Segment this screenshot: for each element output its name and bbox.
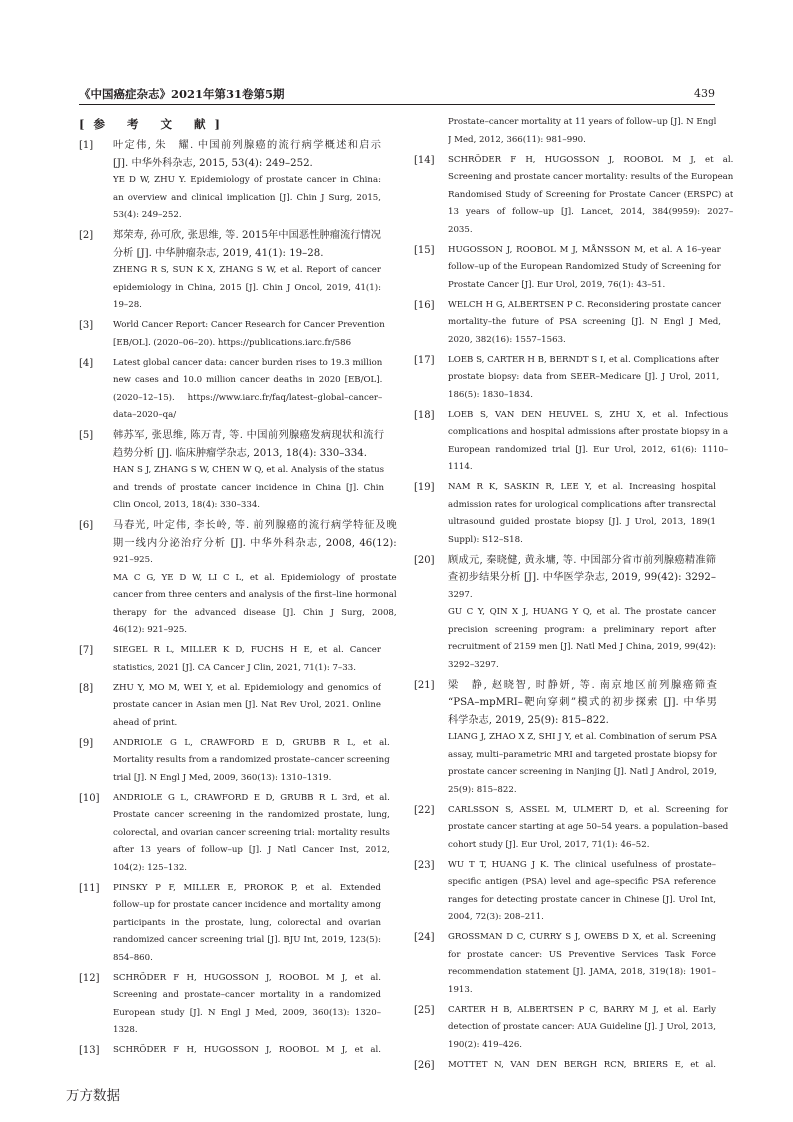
reference-item: [79, 227, 381, 315]
reference-text-line: LOEB S, CARTER H B, BERNDT S I, et al. Complications after: [448, 354, 720, 365]
reference-text-line: European randomized trial [J]. Eur Urol, 2012, 61(6): 1110–: [448, 444, 729, 455]
reference-text-line: follow–up for prostate cancer incidence and mortality among: [113, 900, 381, 910]
reference-item: [414, 929, 716, 999]
reference-item: [414, 677, 716, 800]
reference-continuation: [414, 114, 716, 149]
reference-body: [113, 680, 381, 733]
right-column: [414, 114, 734, 1077]
reference-body: [113, 1042, 381, 1060]
reference-text-line: participants in the prostate, lung, colorectal and ovarian: [113, 917, 381, 928]
reference-text-line: WU T T, HUANG J K. The clinical usefulness of prostate–: [448, 859, 716, 870]
reference-item: [414, 1057, 716, 1075]
reference-text-line: precision screening program: a preliminary report after: [448, 624, 716, 635]
reference-body: [113, 735, 390, 788]
reference-body: [448, 479, 716, 549]
reference-number: [23]: [414, 859, 435, 871]
reference-text-line: ANDRIOLE G L, CRAWFORD E D, GRUBB R L 3rd, et al.: [113, 792, 390, 803]
journal-title: 《中国癌症杂志》2021年第31卷第5期: [79, 87, 285, 101]
reference-number: [13]: [79, 1045, 100, 1056]
reference-text-line: 1328.: [113, 1025, 138, 1035]
reference-item: [79, 517, 397, 640]
reference-text-line: Screening and prostate–cancer mortality in a randomized: [113, 990, 381, 1000]
reference-body: [113, 642, 381, 677]
reference-body: [113, 970, 381, 1040]
reference-text-line: epidemiology in China, 2015 [J]. Chin J Oncol, 2019, 41(1):: [113, 282, 381, 293]
reference-body: [448, 242, 721, 295]
reference-number: [5]: [79, 430, 94, 441]
reference-text-line: LIANG J, ZHAO X Z, SHI J Y, et al. Combination of serum PSA: [448, 732, 717, 742]
reference-text-line: 3292–3297.: [448, 659, 499, 670]
reference-text-line: Prostate–cancer mortality at 11 years of follow–up [J]. N Engl: [448, 117, 716, 127]
reference-text-line: detection of prostate cancer: AUA Guideline [J]. J Urol, 2013,: [448, 1022, 716, 1032]
reference-text-line: J Med, 2012, 366(11): 981–990.: [448, 134, 586, 145]
reference-text-line: Clin Oncol, 2013, 18(4): 330–334.: [113, 500, 261, 510]
reference-number: [2]: [79, 230, 94, 241]
reference-text-line: SCHRÖDER F H, HUGOSSON J, ROOBOL M J, et al.: [448, 154, 734, 165]
reference-number: [26]: [414, 1059, 435, 1071]
reference-body: [448, 152, 733, 240]
reference-text-line: “PSA–mpMRI–靶向穿刺”模式的初步探索 [J]. 中华男: [448, 697, 717, 708]
reference-item: [79, 970, 381, 1040]
reference-text-line: HAN S J, ZHANG S W, CHEN W Q, et al. Analysis of the status: [113, 465, 385, 475]
reference-text-line: for prostate cancer: US Preventive Services Task Force: [448, 949, 716, 960]
reference-text-line: prostate cancer starting at age 50–54 years. a population–based: [448, 822, 729, 832]
reference-number: [17]: [414, 354, 435, 366]
reference-number: [1]: [79, 140, 94, 151]
reference-text-line: Randomised Study of Screening for Prostate Cancer (ERSPC) at: [448, 189, 734, 200]
reference-text-line: mortality–the future of PSA screening [J]. N Engl J Med,: [448, 317, 722, 327]
reference-number: [21]: [414, 679, 435, 691]
reference-text-line: assay, multi–parametric MRI and targeted prostate biopsy for: [448, 749, 717, 760]
reference-number: [14]: [414, 154, 435, 166]
reference-text-line: 921–925.: [113, 555, 153, 565]
reference-item: [79, 880, 381, 968]
references-heading: [参 考 文 献]: [79, 117, 229, 131]
reference-item: [414, 352, 720, 405]
reference-text-line: ultrasound guided prostate biopsy [J]. J Urol, 2013, 189(1: [448, 517, 716, 527]
reference-text-line: 趋势分析 [J]. 临床肿瘤学杂志, 2013, 18(4): 330–334.: [113, 447, 367, 459]
reference-body: [113, 137, 381, 225]
reference-text-line: 叶定伟, 朱 耀. 中国前列腺癌的流行病学概述和启示: [113, 140, 381, 151]
reference-body: [113, 517, 397, 640]
reference-text-line: follow–up of the European Randomized Study of Screening for: [448, 262, 721, 272]
reference-number: [24]: [414, 932, 435, 943]
reference-item: [79, 137, 381, 225]
reference-text-line: and trends of prostate cancer incidence in China [J]. Chin: [113, 482, 385, 493]
reference-text-line: prostate biopsy: data from SEER–Medicare [J]. J Urol, 2011,: [448, 372, 720, 382]
reference-number: [9]: [79, 737, 94, 749]
reference-body: [113, 355, 382, 425]
reference-text-line: ZHU Y, MO M, WEI Y, et al. Epidemiology and genomics of: [113, 682, 381, 693]
reference-text-line: 期一线内分泌治疗分析 [J]. 中华外科杂志, 2008, 46(12):: [113, 537, 397, 549]
reference-item: [414, 152, 734, 240]
reference-text-line: HUGOSSON J, ROOBOL M J, MÅNSSON M, et al. A 16–year: [448, 244, 721, 255]
reference-text-line: MOTTET N, VAN DEN BERGH RCN, BRIERS E, et al.: [448, 1059, 716, 1070]
reference-body: [448, 1057, 716, 1075]
reference-text-line: 46(12): 921–925.: [113, 625, 188, 635]
reference-text-line: PINSKY P F, MILLER E, PROROK P, et al. Extended: [113, 882, 381, 893]
reference-text-line: NAM R K, SASKIN R, LEE Y, et al. Increasing hospital: [448, 482, 716, 492]
reference-text-line: prostate cancer screening in Nanjing [J]. Natl J Androl, 2019,: [448, 767, 717, 777]
reference-number: [15]: [414, 244, 435, 256]
reference-text-line: Screening and prostate cancer mortality: results of the European: [448, 172, 734, 182]
reference-text-line: LOEB S, VAN DEN HEUVEL S, ZHU X, et al. Infectious: [448, 409, 729, 420]
reference-text-line: therapy for the advanced disease [J]. Chin J Surg, 2008,: [113, 607, 397, 618]
reference-item: [414, 479, 716, 549]
reference-text-line: Suppl): S12–S18.: [448, 534, 523, 545]
reference-text-line: 3297.: [448, 589, 473, 600]
reference-text-line: colorectal, and ovarian cancer screening trial: mortality results: [113, 827, 390, 838]
reference-body: [113, 227, 381, 315]
reference-item: [414, 802, 729, 855]
reference-body: [448, 1002, 716, 1055]
reference-number: [3]: [79, 320, 94, 331]
reference-text-line: European study [J]. N Engl J Med, 2009, 360(13): 1320–: [113, 1007, 381, 1018]
reference-item: [79, 680, 381, 733]
reference-text-line: CARLSSON S, ASSEL M, ULMERT D, et al. Screening for: [448, 804, 729, 815]
reference-body: [448, 552, 716, 675]
reference-number: [20]: [414, 554, 435, 566]
reference-text-line: Mortality results from a randomized prostate–cancer screening: [113, 755, 390, 765]
reference-body: [448, 677, 717, 800]
reference-text-line: data–2020–qa/: [113, 410, 177, 420]
reference-text-line: 104(2): 125–132.: [113, 862, 188, 873]
left-column: [79, 114, 397, 1062]
reference-number: [6]: [79, 520, 94, 531]
reference-text-line: 顾成元, 秦晓健, 黄永墉, 等. 中国部分省市前列腺癌精准筛: [448, 554, 716, 566]
reference-text-line: 19–28.: [113, 300, 142, 310]
reference-text-line: cohort study [J]. Eur Urol, 2017, 71(1): 46–52.: [448, 839, 650, 850]
reference-text-line: WELCH H G, ALBERTSEN P C. Reconsidering prostate cancer: [448, 299, 722, 310]
reference-number: [18]: [414, 409, 435, 421]
reference-item: [79, 1042, 381, 1060]
reference-item: [79, 317, 385, 352]
page-number: 439: [694, 87, 715, 100]
reference-text-line: SIEGEL R L, MILLER K D, FUCHS H E, et al. Cancer: [113, 645, 381, 655]
reference-text-line: 2020, 382(16): 1557–1563.: [448, 334, 566, 345]
reference-text-line: (2020–12–15). https://www.iarc.fr/faq/latest–global–cancer–: [113, 392, 383, 403]
reference-text-line: 1114.: [448, 462, 473, 472]
reference-text-line: cancer from three centers and analysis of the first–line hormonal: [113, 590, 397, 600]
reference-number: [16]: [414, 299, 435, 311]
reference-number: [22]: [414, 804, 435, 816]
reference-item: [414, 857, 716, 927]
reference-item: [79, 735, 390, 788]
reference-body: [448, 857, 716, 927]
reference-number: [4]: [79, 357, 94, 369]
reference-text-line: after 13 years of follow–up [J]. J Natl Cancer Inst, 2012,: [113, 845, 390, 855]
reference-text-line: Latest global cancer data: cancer burden rises to 19.3 million: [113, 357, 383, 368]
reference-text-line: GROSSMAN D C, CURRY S J, OWEBS D X, et al. Screening: [448, 932, 716, 942]
reference-text-line: new cases and 10.0 million cancer deaths in 2020 [EB/OL].: [113, 375, 383, 385]
reference-text-line: 2035.: [448, 224, 473, 235]
reference-text-line: 郑荣寿, 孙可欣, 张思维, 等. 2015年中国恶性肿瘤流行情况: [113, 230, 381, 241]
reference-text-line: Prostate Cancer [J]. Eur Urol, 2019, 76(1): 43–51.: [448, 279, 666, 290]
reference-number: [19]: [414, 482, 435, 493]
reference-body: [113, 790, 390, 878]
reference-number: [25]: [414, 1004, 435, 1016]
reference-text-line: specific antigen (PSA) level and age–specific PSA reference: [448, 877, 716, 887]
reference-text-line: 53(4): 249–252.: [113, 210, 182, 220]
reference-text-line: 854–860.: [113, 952, 153, 963]
reference-item: [79, 355, 381, 425]
reference-body: [113, 427, 384, 515]
reference-text-line: MA C G, YE D W, LI C L, et al. Epidemiology of prostate: [113, 572, 397, 583]
reference-text-line: recommendation statement [J]. JAMA, 2018, 319(18): 1901–: [448, 967, 716, 977]
reference-text-line: ZHENG R S, SUN K X, ZHANG S W, et al. Report of cancer: [113, 265, 381, 275]
reference-item: [414, 552, 716, 675]
reference-body: [448, 407, 728, 477]
reference-text-line: 190(2): 419–426.: [448, 1039, 523, 1050]
reference-text-line: YE D W, ZHU Y. Epidemiology of prostate cancer in China:: [113, 175, 381, 185]
watermark-text: 万方数据: [66, 1088, 120, 1104]
reference-text-line: 科学杂志, 2019, 25(9): 815–822.: [448, 714, 609, 726]
reference-text-line: admission rates for urological complications after transrectal: [448, 499, 716, 510]
reference-text-line: ranges for detecting prostate cancer in Chinese [J]. Urol Int,: [448, 894, 716, 905]
reference-text-line: 分析 [J]. 中华肿瘤杂志, 2019, 41(1): 19–28.: [113, 247, 324, 259]
reference-text-line: [J]. 中华外科杂志, 2015, 53(4): 249–252.: [113, 157, 313, 169]
reference-text-line: trial [J]. N Engl J Med, 2009, 360(13): 1310–1319.: [113, 772, 332, 783]
reference-item: [414, 407, 729, 477]
reference-text-line: ahead of print.: [113, 717, 178, 728]
reference-item: [79, 427, 385, 515]
reference-item: [79, 642, 381, 677]
reference-text-line: statistics, 2021 [J]. CA Cancer J Clin, 2021, 71(1): 7–33.: [113, 662, 356, 673]
reference-number: [12]: [79, 972, 100, 984]
reference-text-line: SCHRÖDER F H, HUGOSSON J, ROOBOL M J, et al.: [113, 1045, 381, 1055]
reference-text-line: an overview and clinical implication [J]. Chin J Surg, 2015,: [113, 192, 381, 203]
reference-item: [414, 297, 722, 350]
reference-body: [448, 297, 721, 350]
reference-text-line: ANDRIOLE G L, CRAWFORD E D, GRUBB R L, et al.: [113, 737, 390, 748]
reference-number: [7]: [79, 645, 94, 656]
reference-text-line: 186(5): 1830–1834.: [448, 389, 533, 400]
reference-item: [414, 1002, 716, 1055]
reference-text-line: 查初步结果分析 [J]. 中华医学杂志, 2019, 99(42): 3292–: [448, 572, 716, 583]
reference-number: [11]: [79, 882, 100, 894]
reference-text-line: 梁 静, 赵晓智, 时静妍, 等. 南京地区前列腺癌筛查: [448, 679, 717, 691]
reference-text-line: recruitment of 2159 men [J]. Natl Med J China, 2019, 99(42):: [448, 642, 716, 652]
reference-number: [8]: [79, 682, 94, 694]
reference-text-line: [EB/OL]. (2020–06–20). https://publications.iarc.fr/586: [113, 337, 352, 348]
reference-text-line: Prostate cancer screening in the randomized prostate, lung,: [113, 810, 390, 820]
reference-text-line: 1913.: [448, 984, 473, 995]
reference-text-line: 13 years of follow–up [J]. Lancet, 2014, 384(9959): 2027–: [448, 207, 734, 217]
reference-body: [448, 802, 728, 855]
reference-text-line: GU C Y, QIN X J, HUANG Y Q, et al. The prostate cancer: [448, 607, 716, 617]
reference-text-line: randomized cancer screening trial [J]. BJU Int, 2019, 123(5):: [113, 935, 381, 945]
reference-text-line: CARTER H B, ALBERTSEN P C, BARRY M J, et al. Early: [448, 1004, 716, 1015]
reference-text-line: 2004, 72(3): 208–211.: [448, 912, 544, 922]
reference-text-line: SCHRÖDER F H, HUGOSSON J, ROOBOL M J, et al.: [113, 972, 381, 983]
reference-body: [448, 352, 719, 405]
reference-number: [10]: [79, 792, 100, 804]
reference-body: [113, 317, 385, 352]
reference-text-line: 韩苏军, 张思维, 陈万青, 等. 中国前列腺癌发病现状和流行: [113, 430, 385, 441]
reference-text-line: prostate cancer in Asian men [J]. Nat Rev Urol, 2021. Online: [113, 700, 381, 710]
reference-item: [414, 242, 721, 295]
reference-text-line: 25(9): 815–822.: [448, 784, 517, 795]
reference-text-line: complications and hospital admissions after prostate biopsy in a: [448, 427, 729, 437]
reference-text-line: World Cancer Report: Cancer Research for Cancer Prevention: [113, 320, 385, 330]
reference-body: [113, 880, 381, 968]
header-rule: [79, 104, 715, 105]
reference-body: [448, 929, 716, 999]
reference-item: [79, 790, 390, 878]
running-header: [79, 86, 715, 104]
reference-text-line: 马春光, 叶定伟, 李长岭, 等. 前列腺癌的流行病学特征及晚: [113, 520, 397, 531]
